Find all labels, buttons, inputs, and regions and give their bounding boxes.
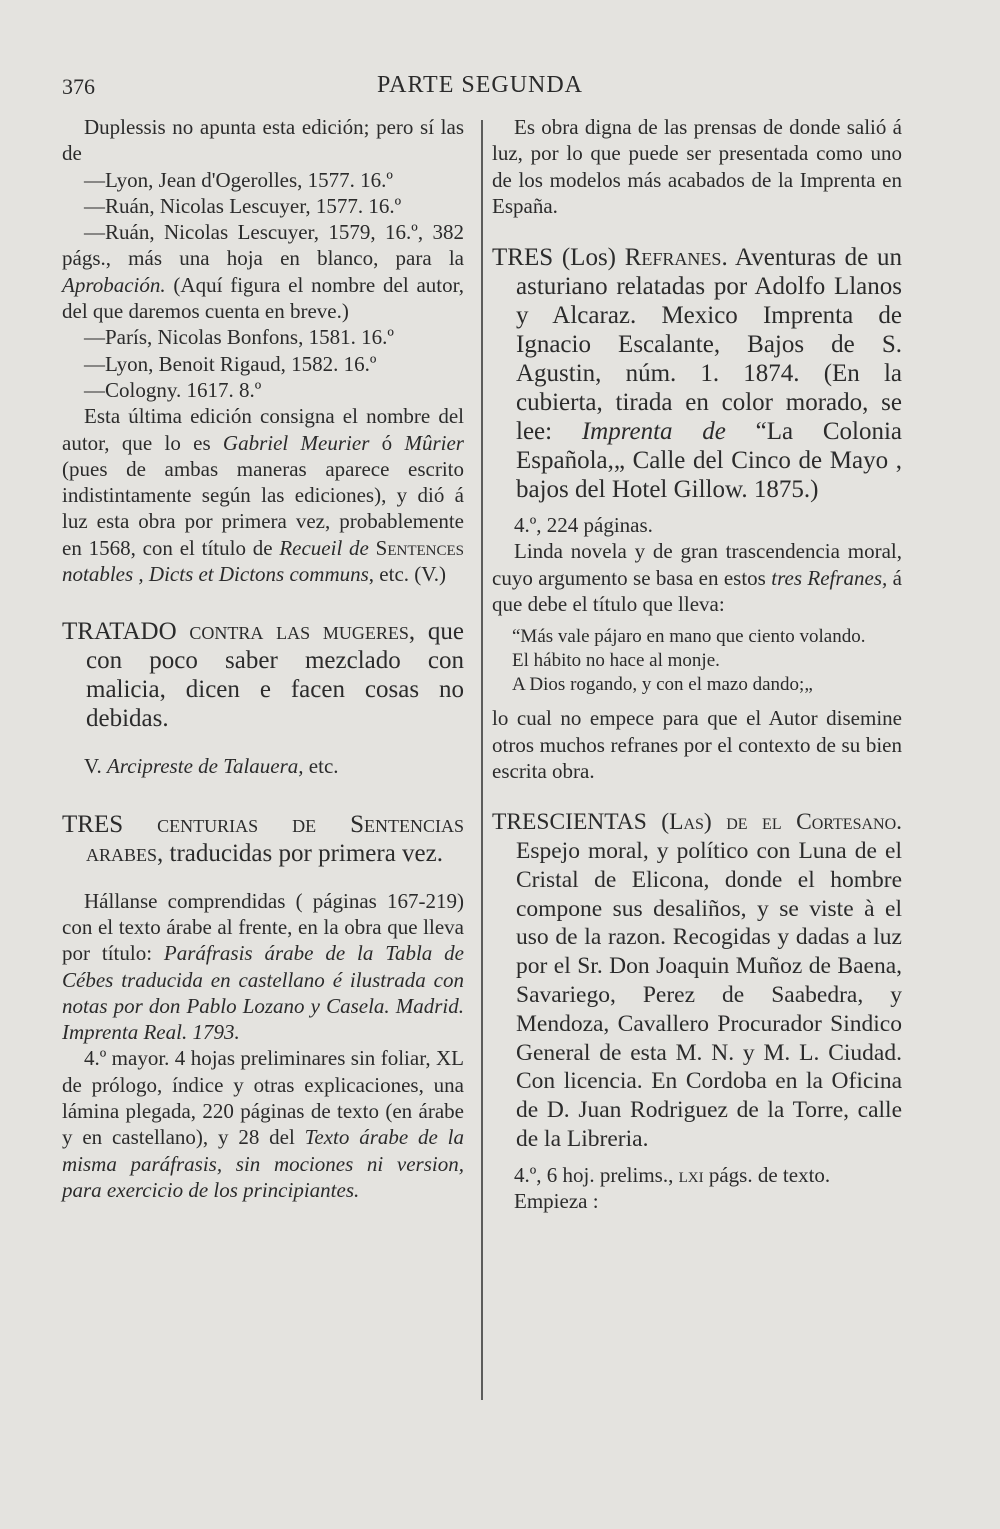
italic-run: Recueil de (279, 535, 369, 560)
text-run: , etc. (V.) (368, 562, 446, 587)
text-run: . Espejo moral, y político con Luna de el Cristal de Elicona, donde el hombre compone sus desaliños, y se viste à el uso de la razon. Recogidas y dadas a luz por el Sr. Don Joaquin Muñoz de Baena, Savariego, Perez de Saabedra, y Mendoza, Cavallero Procurador Sindico General de esta M. N. y M. L. Ciudad. Con licencia. En Cordoba en la Oficina de D. Juan Rodriguez de la Torre, calle de la Libreria. (516, 809, 902, 1153)
entry-heading-trescientas (492, 808, 902, 1154)
smallcaps-run: Las (669, 809, 704, 836)
entry-heading-tres-refranes (492, 243, 902, 504)
quote-line: “Más vale pájaro en mano que ciento volando. (512, 626, 866, 648)
paragraph (62, 219, 464, 324)
italic-run: notables , Dicts et Dictons communs (62, 562, 369, 587)
smallcaps-run: lxi (678, 1162, 704, 1187)
left-column (62, 114, 464, 1203)
italic-run: Imprenta de (581, 418, 726, 446)
text-run: etc. (303, 754, 339, 779)
entry-heading-tratado (62, 617, 464, 733)
italic-run: Aprobación. (62, 272, 166, 297)
paragraph: Es obra digna de las prensas de donde salió á luz, por lo que puede ser presentada como uno de los modelos más acabados de la Imprenta en España. (492, 115, 902, 218)
text-run: . Aventuras de un asturiano relatadas por Adolfo Llanos y Alcaraz. Mexico Imprenta de Ignacio Escalante, Bajos de S. Agustin, núm. 1. 1874. (En la cubierta, tirada en color morado, se lee: (516, 244, 902, 446)
text-run: ó (369, 430, 405, 455)
text-run: págs. de texto. (703, 1162, 831, 1187)
text-run: Linda novela y de gran trascendencia moral, cuyo argumento se basa en estos (492, 539, 902, 590)
text-run: Hállanse comprendidas ( páginas 167-219) con el texto árabe al frente, en la obra que lleva por título: (62, 888, 464, 966)
entry-keyword: TRESCIENTAS ( (492, 809, 670, 836)
italic-run: Mûrier (404, 430, 464, 455)
text-run: 4.º, 6 hoj. prelims., (514, 1162, 679, 1187)
paragraph: lo cual no empece para que el Autor disemine otros muchos refranes por el contexto de su bien escrita obra. (492, 706, 902, 783)
italic-run: Gabriel Meurier (222, 430, 370, 455)
text-run: 4.º mayor. 4 hojas preliminares sin foliar, XL de prólogo, índice y otras explicaciones, una lámina plegada, 220 páginas de texto (en árabe y en castellano), y 28 del (62, 1046, 464, 1150)
text-run: á que debe el título que lleva: (492, 565, 902, 617)
edition-line: —París, Nicolas Bonfons, 1581. 16.º (84, 325, 394, 350)
right-column (492, 114, 902, 1214)
text-run: , traducidas por primera vez. (157, 839, 444, 867)
text-run: (Aquí figura el nombre del autor, del que daremos cuenta en breve.) (62, 272, 464, 324)
paragraph (492, 1162, 902, 1188)
text-run: V. (84, 754, 107, 779)
paragraph (62, 888, 464, 1046)
edition-line: —Ruán, Nicolas Lescuyer, 1577. 16.º (84, 193, 402, 218)
quote-line: El hábito no hace al monje. (512, 650, 720, 672)
entry-keyword: TRATADO (62, 618, 177, 646)
text-run: —Ruán, Nicolas Lescuyer, 1579, 16.º, 382 págs., más una hoja en blanco, para la (62, 220, 464, 271)
column-divider (481, 120, 483, 1400)
paragraph: Duplessis no apunta esta edición; pero sí las de (62, 115, 464, 166)
smallcaps-run: contra las mugeres, (176, 618, 416, 646)
paragraph (62, 753, 464, 779)
edition-line: —Lyon, Benoit Rigaud, 1582. 16.º (84, 351, 377, 376)
entry-heading-tres-centurias (62, 810, 464, 868)
smallcaps-run: Sentences (368, 535, 465, 560)
smallcaps-run: ) de el Cortesano (703, 809, 897, 836)
paragraph (62, 403, 464, 587)
italic-run: Paráfrasis árabe de la Tabla de Cébes traducida en castellano é ilustrada con notas por don Pablo Lozano y Casela. Madrid. Imprenta Real. 1793. (62, 941, 464, 1045)
italic-run: Texto árabe de la misma paráfrasis, sin mociones ni version, para exercicio de los principiantes. (62, 1125, 464, 1202)
page-header (0, 70, 1000, 106)
italic-run: Arcipreste de Talauera, (106, 754, 304, 779)
text-run: que con poco saber mezclado con malicia, dicen e facen cosas no debidas. (86, 618, 464, 733)
edition-line: —Cologny. 1617. 8.º (84, 377, 262, 402)
edition-line: —Lyon, Jean d'Ogerolles, 1577. 16.º (84, 167, 393, 192)
paragraph (492, 538, 902, 617)
text-run: (pues de ambas maneras aparece escrito indistintamente según las ediciones), y dió á luz esta obra por primera vez, probablemente en 1568, con el título de (62, 456, 464, 560)
italic-run: tres Refranes, (771, 565, 888, 590)
smallcaps-run: centurias de Sentencias arabes (86, 810, 464, 867)
running-title: PARTE SEGUNDA (376, 72, 584, 98)
page-number: 376 (62, 74, 95, 99)
entry-keyword: TRES (Los) (492, 244, 625, 272)
paragraph: Empieza : (514, 1189, 599, 1214)
smallcaps-run: Refranes (624, 244, 722, 272)
quote-line: A Dios rogando, y con el mazo dando;„ (512, 674, 813, 696)
text-run: Esta última edición consigna el nombre del autor, que lo es (62, 404, 464, 455)
text-run: “La Colonia Española,„ Calle del Cinco de Mayo , bajos del Hotel Gillow. 1875.) (516, 418, 902, 504)
paragraph: 4.º, 224 páginas. (514, 513, 653, 538)
paragraph (62, 1045, 464, 1203)
entry-keyword: TRES (62, 810, 124, 838)
